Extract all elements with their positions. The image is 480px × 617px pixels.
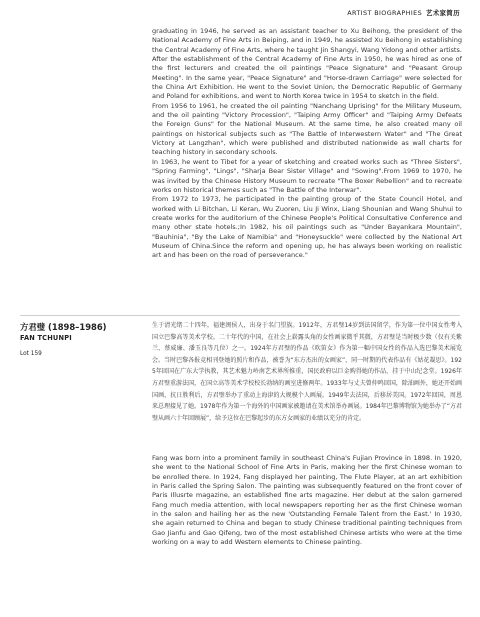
bio-paragraph: From 1956 to 1961, he created the oil painting "Nanchang Uprising" for the Military Museum, and the oil painting "Victory Procession", "Taiping Army Officer" and "Taiping Army Defeats the Foreign Guns" for the National Museum. At the same time, he also created many oil paintings on historical subjects such as "The Battle of Interwestern Water" and "The Great Victory at Langzhan", which were published and distributed nationwide as wall charts for teaching history in secondary schools. xyxy=(152,101,462,157)
bio-paragraph-cn: 生于清光绪二十四年，福建闽侯人，出身于名门望族。1912年，方君璧14岁到法国留学，作为第一位中国女性考入国立巴黎高等美术学校。二十年代的中国，在社会上崭露头角的女性画家微乎其微，方君璧是当时极少数（仅有关紫兰、蔡威廉、潘玉良等几位）之一。1924年方君璧的作品《吹笛女》作为第一幅中国女性的作品入选巴黎美术展览会。当时巴黎各报竞相刊登她的照片和作品，被誉为“东方杰出的女画家”，同一时期的代表作品有《姑花凝思》。1925年回国在广东大学执教，其艺术魅力岭南艺术界所推重，国民政府以巨金购得她的作品，挂于中山纪念堂。1926年方君璧重游法国，在国立高等美术学校校长勃纳的画室进修两年。1933年与丈夫曾仲鸣回国，除油画外，她还开始画国画，抗日胜利后，方君璧举办了重动上海津的大规模个人画展。1949年去法国，后移居美国。1972年回国，周恩来总理接见了她。1978年作为第一个海外的中国画家被邀请在美术馆举办画展。1984年巴黎博物馆为她举办了“方君璧从画六十年回顾展”，给予这位在巴黎起步的东方女画家的业绩以充分的肯定。 xyxy=(152,322,462,422)
bio-paragraph-en: Fang was born into a prominent family in southeast China's Fujian Province in 1898. In 1920, she went to the National School of Fine Arts in Paris, making her the first Chinese woman to be enrolled there. In 1924, Fang displayed her painting, The Flute Player, at an art exhibition in Paris called the Spring Salon. The painting was subsequently featured on the front cover of Paris Illusrte magazine, an established fine arts magazine. Her debut at the salon garnered Fang much media attention, with local newspapers reporting her as the first Chinese woman in the salon and hailing her as the new 'Outstanding Female Talent from the East.' In 1930, she again returned to China and began to study Chinese traditional painting techniques from Gao Jianfu and Gao Qifeng, two of the most established Chinese artists who were at the time working on a way to add Western elements to Chinese painting. xyxy=(152,454,462,547)
artist-sidebar xyxy=(20,322,130,358)
section-title-cn: 艺术家简历 xyxy=(426,9,460,17)
bio-paragraph: In 1963, he went to Tibet for a year of sketching and created works such as "Three Sisters", "Spring Farming", "Lings", "Sharja Bear Sister Village" and "Sowing".From 1969 to 1970, he was invited by the Chinese History Museum to recreate "The Boxer Rebellion" and to recreate works on historical themes such as "The Battle of the Interwar". xyxy=(152,157,462,194)
artist-name-en: FAN TCHUNPI xyxy=(20,334,72,342)
page-header xyxy=(347,8,460,17)
biography-cn xyxy=(152,320,462,424)
bio-paragraph: From 1972 to 1973, he participated in the painting group of the State Council Hotel, and worked with Li Bitchan, Li Keran, Wu Zuoren, Liu Ji Winx, Liang Shounian and Wang Shuhui to create works for the auditorium of the Chinese People's Political Consultative Conference and many other state hotels.;In 1982, his oil paintings such as "Under Bayankara Mountain", "Bauhinia", "By the Lake of Namibia" and "Honeysuckle" were collected by the National Art Museum of China.Since the reform and opening up, he has always been working on realistic art and has been on the road of perseverance." xyxy=(152,195,462,260)
section-divider xyxy=(20,315,460,316)
artist-name-cn: 方君璧 (1898–1986) xyxy=(20,322,107,332)
bio-paragraph: graduating in 1946, he served as an assistant teacher to Xu Beihong, the president of the National Academy of Fine Arts in Beiping, and in 1949, he assisted Xu Beihong in establishing the Central Academy of Fine Arts, where he taught Jin Shangyi, Wang Yidong and other artists. After the establishment of the Central Academy of Fine Arts in 1950, he was hired as one of the first lecturers and created the oil paintings "Peace Signature" and "Peasant Group Meeting". In the same year, "Peace Signature" and "Horse-drawn Carriage" were selected for the China Art Exhibition. He went to the Soviet Union, the Democratic Republic of Germany and Poland for exhibitions, and went to North Korea twice in 1954 to sketch in the field. xyxy=(152,27,462,101)
lot-number: Lot 159 xyxy=(20,351,42,357)
biography-en xyxy=(152,454,462,547)
continued-biography xyxy=(152,27,462,261)
section-title-en: ARTIST BIOGRAPHIES xyxy=(347,9,423,17)
